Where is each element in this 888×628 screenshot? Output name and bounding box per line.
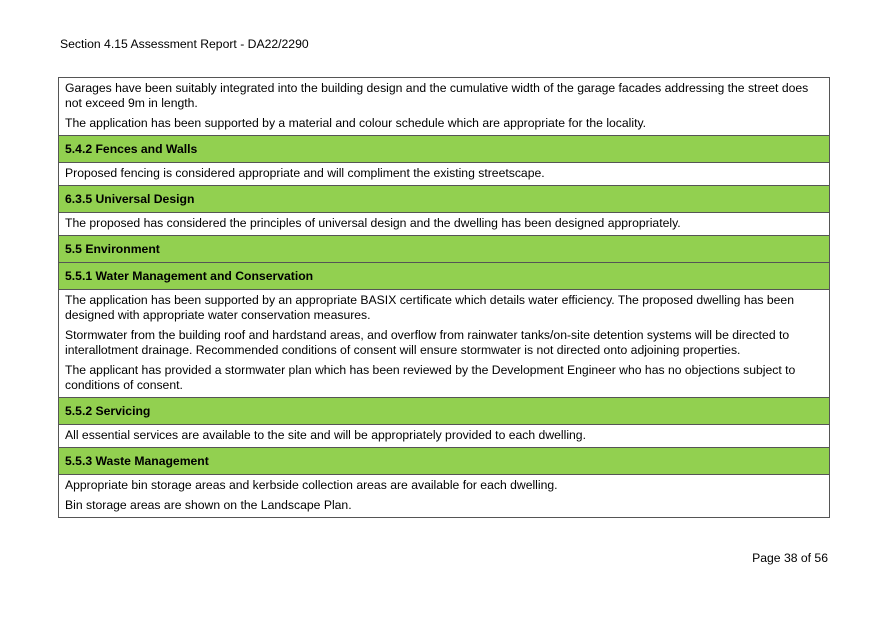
section-heading: 5.5.2 Servicing	[59, 398, 829, 425]
section-body	[59, 213, 829, 236]
document-header: Section 4.15 Assessment Report - DA22/2290	[60, 37, 309, 51]
assessment-table	[58, 77, 830, 518]
section-body	[59, 163, 829, 186]
section-heading: 6.3.5 Universal Design	[59, 186, 829, 213]
section-body	[59, 475, 829, 517]
body-paragraph: The applicant has provided a stormwater plan which has been reviewed by the Development Engineer who has no objections subject to conditions of consent.	[65, 363, 796, 392]
body-paragraph: Stormwater from the building roof and hardstand areas, and overflow from rainwater tanks/on-site detention systems will be directed to interallotment drainage. Recommended conditions of consent will ensure stormwater is not directed onto adjoining properties.	[65, 328, 790, 357]
section-heading: 5.5.3 Waste Management	[59, 448, 829, 475]
section-heading: 5.4.2 Fences and Walls	[59, 136, 829, 163]
body-paragraph: The application has been supported by a material and colour schedule which are appropriate for the locality.	[65, 116, 647, 130]
body-paragraph: Garages have been suitably integrated into the building design and the cumulative width of the garage facades addressing the street does not exceed 9m in length.	[65, 81, 809, 110]
body-paragraph: The application has been supported by an appropriate BASIX certificate which details water efficiency. The proposed dwelling has been designed with appropriate water conservation measures.	[65, 293, 794, 322]
section-heading: 5.5 Environment	[59, 236, 829, 263]
section-body	[59, 290, 829, 398]
page-number: Page 38 of 56	[752, 551, 828, 565]
section-heading: 5.5.1 Water Management and Conservation	[59, 263, 829, 290]
body-paragraph: The proposed has considered the principles of universal design and the dwelling has been designed appropriately.	[65, 216, 681, 230]
body-paragraph: Appropriate bin storage areas and kerbside collection areas are available for each dwelling.	[65, 478, 558, 492]
body-paragraph: Bin storage areas are shown on the Landscape Plan.	[65, 498, 352, 512]
body-paragraph: All essential services are available to the site and will be appropriately provided to each dwelling.	[65, 428, 586, 442]
body-paragraph: Proposed fencing is considered appropriate and will compliment the existing streetscape.	[65, 166, 545, 180]
section-body	[59, 78, 829, 136]
section-body	[59, 425, 829, 448]
